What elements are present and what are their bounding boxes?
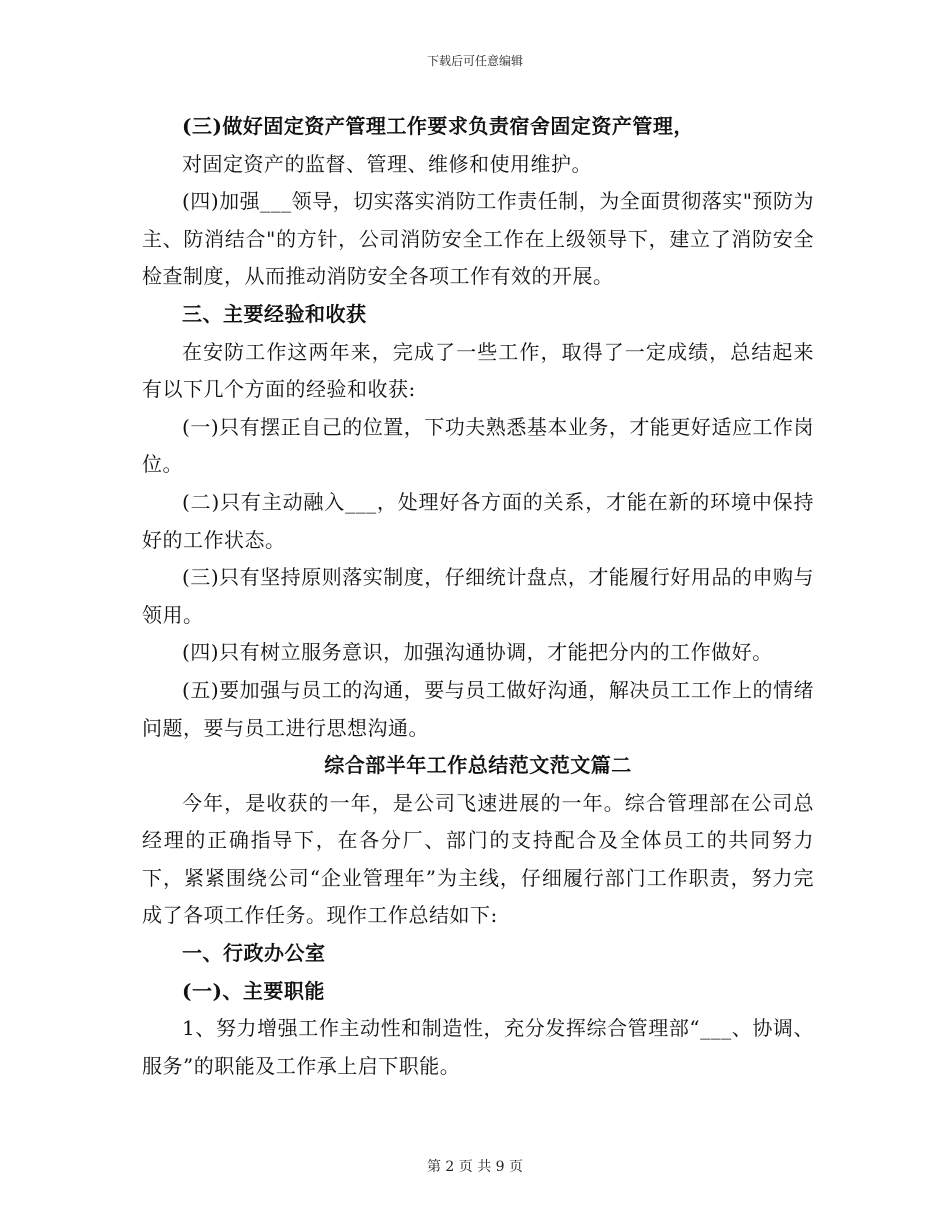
paragraph-fixed-assets-detail: 对固定资产的监督、管理、维修和使用维护。 — [182, 151, 592, 176]
subsection-heading-main-functions: (一)、主要职能 — [182, 978, 325, 1003]
page-header: 下载后可任意编辑 — [426, 54, 523, 68]
section-heading-admin-office: 一、行政办公室 — [182, 941, 326, 966]
section-heading-experience: 三、主要经验和收获 — [182, 301, 367, 326]
paragraph-experience-5: (五)要加强与员工的沟通，要与员工做好沟通，解决员工工作上的情绪问题，要与员工进行思想沟通。 — [142, 677, 814, 740]
paragraph-function-1: 1、努力增强工作主动性和制造性，充分发挥综合管理部“___、协调、服务”的职能及工作承上启下职能。 — [142, 1016, 814, 1078]
paragraph-experience-4: (四)只有树立服务意识，加强沟通协调，才能把分内的工作做好。 — [182, 640, 773, 665]
article-title: 综合部半年工作总结范文范文篇二 — [324, 753, 632, 778]
paragraph-fixed-assets-heading: (三)做好固定资产管理工作要求负责宿舍固定资产管理， — [182, 114, 694, 138]
document-body — [142, 108, 814, 1085]
paragraph-experience-1: (一)只有摆正自己的位置，下功夫熟悉基本业务，才能更好适应工作岗位。 — [142, 414, 814, 477]
paragraph-summary-intro: 今年，是收获的一年，是公司飞速进展的一年。综合管理部在公司总经理的正确指导下，在各分厂、部门的支持配合及全体员工的共同努力下，紧紧围绕公司“企业管理年”为主线，仔细履行部门工作职责，努力完成了各项工作任务。现作工作总结如下: — [142, 790, 814, 928]
paragraph-experience-intro: 在安防工作这两年来，完成了一些工作，取得了一定成绩，总结起来有以下几个方面的经验和收获: — [142, 339, 814, 402]
page-footer: 第 2 页 共 9 页 — [426, 1159, 524, 1175]
paragraph-experience-2: (二)只有主动融入___，处理好各方面的关系，才能在新的环境中保持好的工作状态。 — [142, 489, 814, 552]
paragraph-fire-safety: (四)加强___领导，切实落实消防工作责任制，为全面贯彻落实"预防为主、防消结合"的方针，公司消防安全工作在上级领导下，建立了消防安全检查制度，从而推动消防安全各项工作有效的开展。 — [142, 189, 814, 289]
paragraph-experience-3: (三)只有坚持原则落实制度，仔细统计盘点，才能履行好用品的申购与领用。 — [142, 565, 814, 627]
